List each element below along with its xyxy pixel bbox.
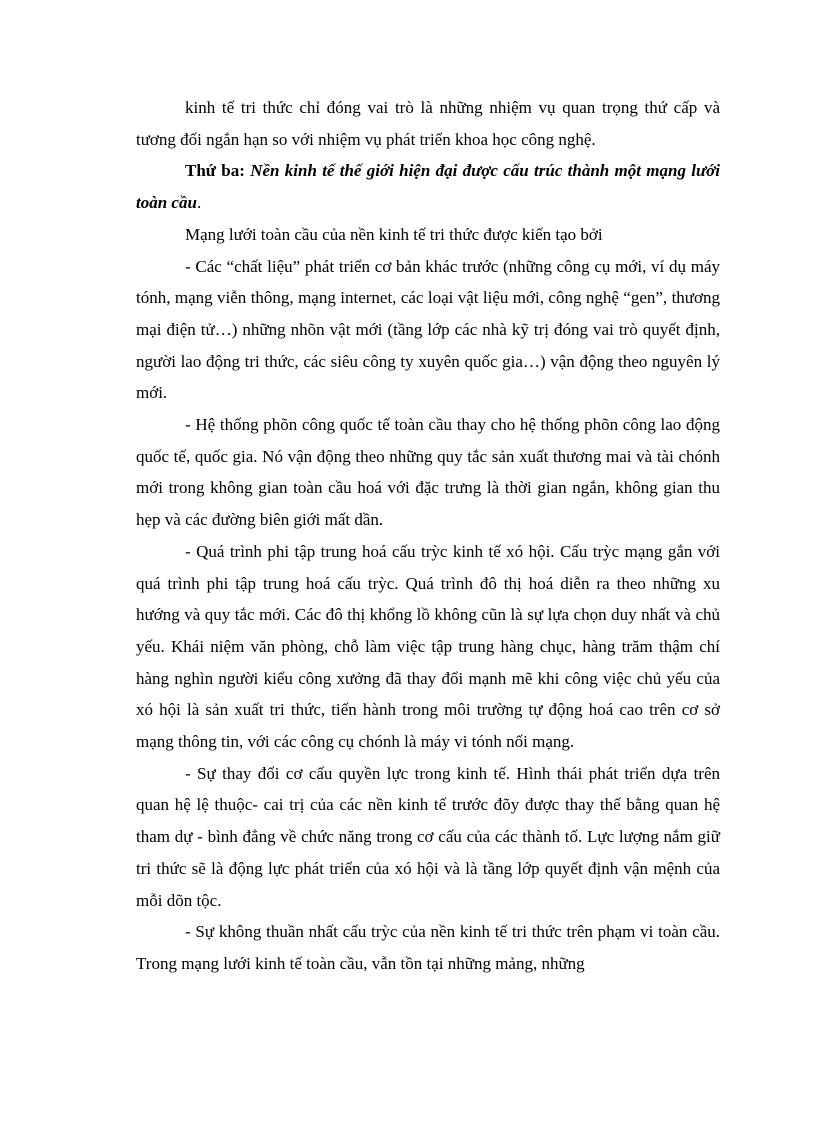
paragraph-1: kinh tế tri thức chỉ đóng vai trò là những nhiệm vụ quan trọng thứ cấp và tương đối ngắn hạn so với nhiệm vụ phát triển khoa học công nghệ. xyxy=(136,98,720,149)
heading-separator: : xyxy=(239,161,251,181)
heading-title: Nền kinh tế thế giới hiện đại được cấu trúc thành một mạng lưới toàn cầu xyxy=(136,161,720,213)
paragraph-4: - Hệ thống phõn công quốc tế toàn cầu thay cho hệ thống phõn công lao động quốc tế, quốc gia. Nó vận động theo những quy tắc sản xuất thương mai và tài chónh mới trong không gian toàn cầu hoá với đặc trưng là thời gian ngắn, không gian thu hẹp và các đường biên giới mất dần. xyxy=(136,415,720,530)
paragraph-2: Mạng lưới toàn cầu của nền kinh tế tri thức được kiến tạo bởi xyxy=(185,224,603,244)
paragraph-6: - Sự thay đổi cơ cấu quyền lực trong kinh tế. Hình thái phát triển dựa trên quan hệ lệ thuộc- cai trị của các nền kinh tế trước đõy được thay thế bằng quan hệ tham dự - bình đẳng về chức năng trong cơ cấu của các thành tố. Lực lượng nắm giữ tri thức sẽ là động lực phát triển của xó hội và là tầng lớp quyết định vận mệnh của mỗi dõn tộc. xyxy=(136,763,720,910)
heading-label: Thứ ba xyxy=(185,161,240,181)
paragraph-7: - Sự không thuần nhất cấu trỳc của nền kinh tế tri thức trên phạm vi toàn cầu. Trong mạng lưới kinh tế toàn cầu, vẫn tồn tại những mảng, những xyxy=(136,922,720,973)
heading-end: . xyxy=(196,193,202,213)
paragraph-5: - Quá trình phi tập trung hoá cấu trỳc kinh tế xó hội. Cấu trỳc mạng gắn với quá trình phi tập trung hoá cấu trỳc. Quá trình đô thị hoá diễn ra theo những xu hướng và quy tắc mới. Các đô thị khổng lồ không cũn là sự lựa chọn duy nhất và chủ yếu. Khái niệm văn phòng, chỗ làm việc tập trung hàng chục, hàng trăm thậm chí hàng nghìn người kiểu công xưởng đã thay đổi mạnh mẽ khi công việc chủ yếu của xó hội là sản xuất tri thức, tiến hành trong môi trường tự động hoá cao trên cơ sở mạng thông tin, với các công cụ chónh là máy vi tónh nối mạng. xyxy=(136,541,720,752)
document-page xyxy=(136,92,720,980)
paragraph-3: - Các “chất liệu” phát triển cơ bản khác trước (những công cụ mới, ví dụ máy tónh, mạng viễn thông, mạng internet, các loại vật liệu mới, công nghệ “gen”, thương mại điện tử…) những nhõn vật mới (tầng lớp các nhà kỹ trị đóng vai trò quyết định, người lao động tri thức, các siêu công ty xuyên quốc gia…) vận động theo nguyên lý mới. xyxy=(136,256,720,403)
section-heading xyxy=(136,155,720,218)
